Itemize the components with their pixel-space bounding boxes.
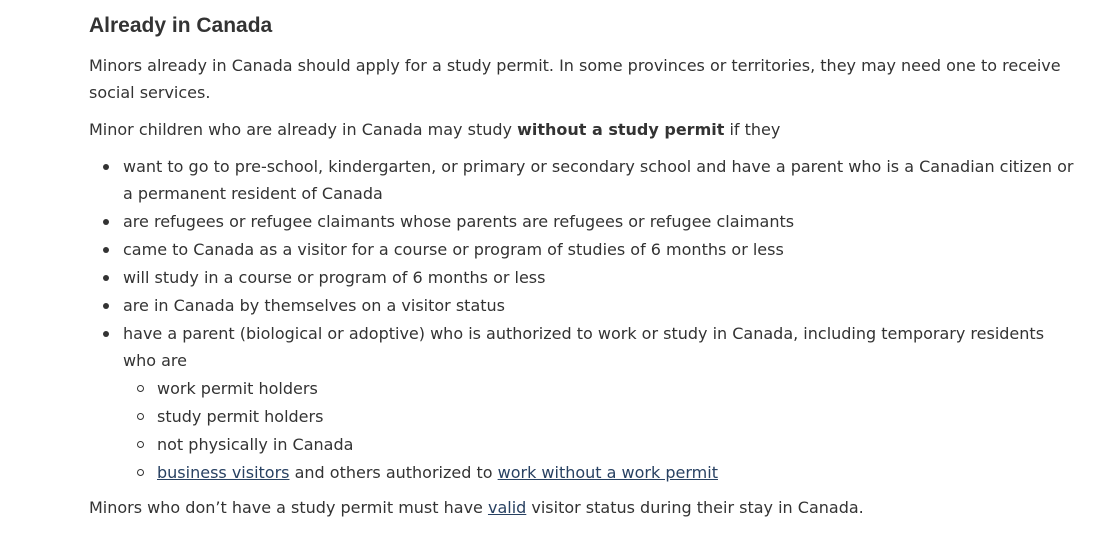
list-item: are refugees or refugee claimants whose parents are refugees or refugee claimants [123, 208, 1079, 235]
list-item: want to go to pre-school, kindergarten, or primary or secondary school and have a parent who is a Canadian citizen or a permanent resident of Canada [123, 153, 1079, 207]
lead-text-after: if they [724, 120, 781, 139]
section-heading: Already in Canada [89, 14, 273, 37]
list-item: came to Canada as a visitor for a course or program of studies of 6 months or less [123, 236, 1079, 263]
closing-text-after: visitor status during their stay in Canada. [526, 498, 864, 517]
work-without-permit-link[interactable]: work without a work permit [497, 463, 718, 482]
lead-bold-text: without a study permit [517, 120, 725, 139]
main-content [89, 10, 1079, 531]
sub-list-item: work permit holders [157, 375, 1079, 402]
sub-list-item: not physically in Canada [157, 431, 1079, 458]
valid-link[interactable]: valid [487, 498, 527, 517]
sub-list-item [157, 459, 1079, 486]
closing-paragraph [89, 494, 1079, 521]
sub-list-item: study permit holders [157, 403, 1079, 430]
sub-list-item-middle: and others authorized to [289, 463, 498, 482]
lead-text-before: Minor children who are already in Canada may study [89, 120, 518, 139]
intro-paragraph: Minors already in Canada should apply for a study permit. In some provinces or territories, they may need one to receive social services. [89, 56, 1061, 102]
closing-text-before: Minors who don’t have a study permit must have [89, 498, 488, 517]
list-item: will study in a course or program of 6 months or less [123, 264, 1079, 291]
lead-paragraph [89, 116, 1079, 143]
list-item: are in Canada by themselves on a visitor status [123, 292, 1079, 319]
list-item-text: have a parent (biological or adoptive) who is authorized to work or study in Canada, including temporary residents who are [123, 324, 1045, 370]
list-item-parent [123, 320, 1079, 486]
business-visitors-link[interactable]: business visitors [157, 463, 290, 482]
sub-list [123, 375, 1079, 486]
conditions-list [89, 153, 1079, 486]
